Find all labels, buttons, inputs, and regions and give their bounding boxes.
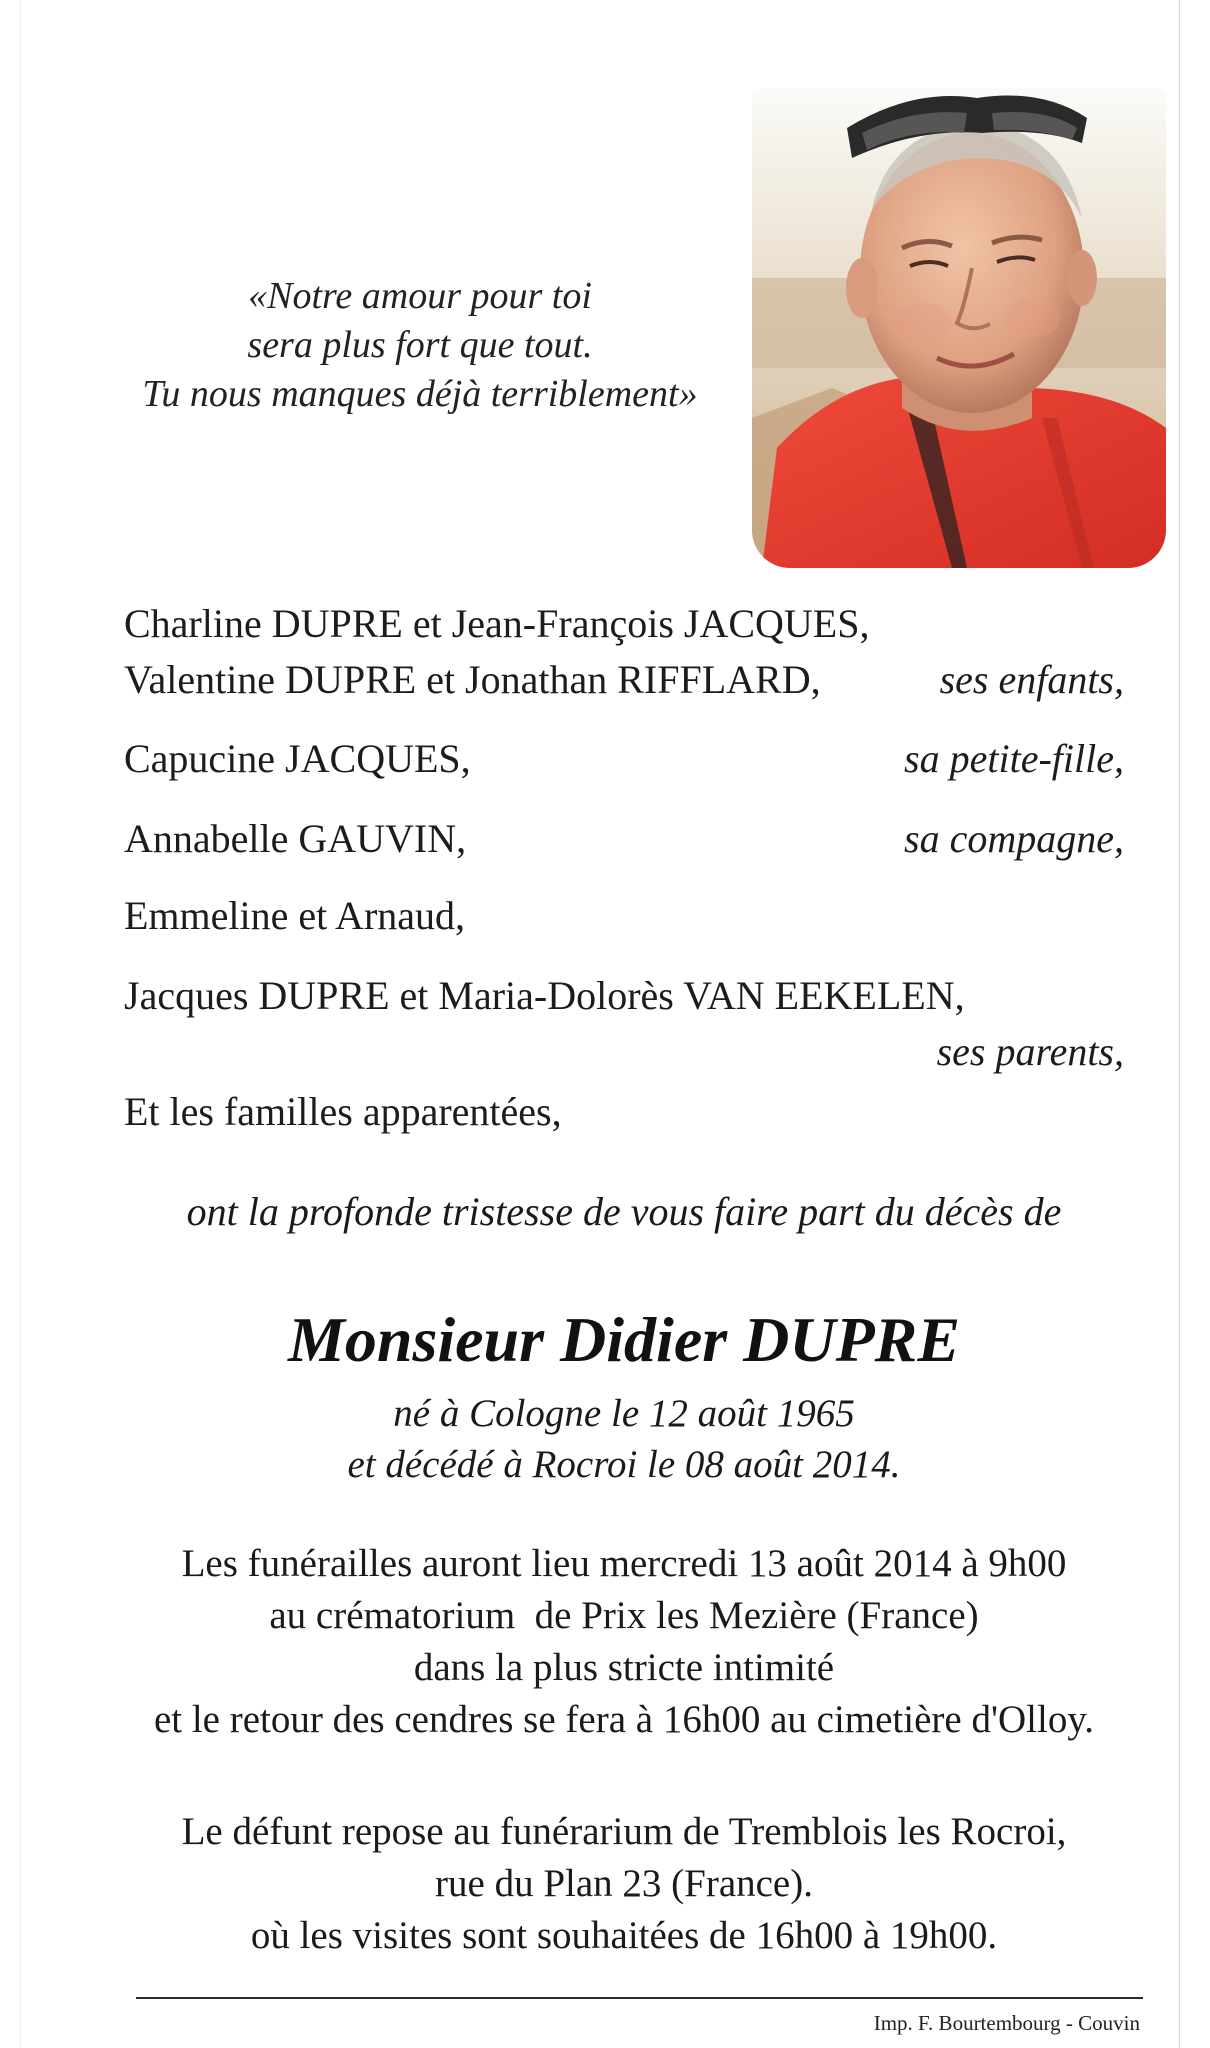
printer-credit: Imp. F. Bourtembourg - Couvin bbox=[873, 2011, 1140, 2035]
funeral-line: dans la plus stricte intimité bbox=[413, 1646, 835, 1689]
family-relation: sa compagne, bbox=[904, 816, 1124, 861]
footer-divider bbox=[136, 1997, 1143, 1999]
family-names: Valentine DUPRE et Jonathan RIFFLARD, bbox=[124, 657, 821, 702]
resting-place-details bbox=[0, 1806, 1210, 1962]
family-relation: ses parents, bbox=[936, 1029, 1124, 1074]
rest-line: rue du Plan 23 (France). bbox=[435, 1862, 813, 1905]
death-line: et décédé à Rocroi le 08 août 2014. bbox=[347, 1443, 901, 1486]
funeral-line: au crématorium de Prix les Mezière (France) bbox=[269, 1594, 979, 1637]
deceased-name: Monsieur Didier DUPRE bbox=[287, 1304, 961, 1375]
portrait-photo bbox=[752, 88, 1166, 568]
life-dates bbox=[0, 1388, 1210, 1490]
birth-line: né à Cologne le 12 août 1965 bbox=[393, 1392, 855, 1435]
family-relation: sa petite-fille, bbox=[904, 736, 1124, 781]
family-names: Annabelle GAUVIN, bbox=[124, 816, 467, 861]
funeral-details bbox=[0, 1538, 1210, 1746]
family-names: Et les familles apparentées, bbox=[124, 1089, 562, 1134]
family-names: Emmeline et Arnaud, bbox=[124, 893, 466, 938]
funeral-line: Les funérailles auront lieu mercredi 13 août 2014 à 9h00 bbox=[181, 1542, 1067, 1585]
poem-line: sera plus fort que tout. bbox=[247, 324, 593, 366]
rest-line: où les visites sont souhaitées de 16h00 à 19h00. bbox=[250, 1914, 998, 1957]
family-names: Capucine JACQUES, bbox=[124, 736, 471, 781]
family-names: Jacques DUPRE et Maria-Dolorès VAN EEKELEN, bbox=[124, 973, 965, 1018]
family-names: Charline DUPRE et Jean-François JACQUES, bbox=[124, 601, 870, 646]
funeral-line: et le retour des cendres se fera à 16h00 au cimetière d'Olloy. bbox=[153, 1698, 1095, 1741]
announcement-text: ont la profonde tristesse de vous faire part du décès de bbox=[186, 1189, 1062, 1234]
rest-line: Le défunt repose au funérarium de Tremblois les Rocroi, bbox=[181, 1810, 1067, 1853]
poem-line: Tu nous manques déjà terriblement» bbox=[142, 373, 698, 415]
family-relation: ses enfants, bbox=[939, 657, 1124, 702]
memorial-poem bbox=[110, 272, 730, 419]
poem-line: «Notre amour pour toi bbox=[248, 275, 592, 317]
